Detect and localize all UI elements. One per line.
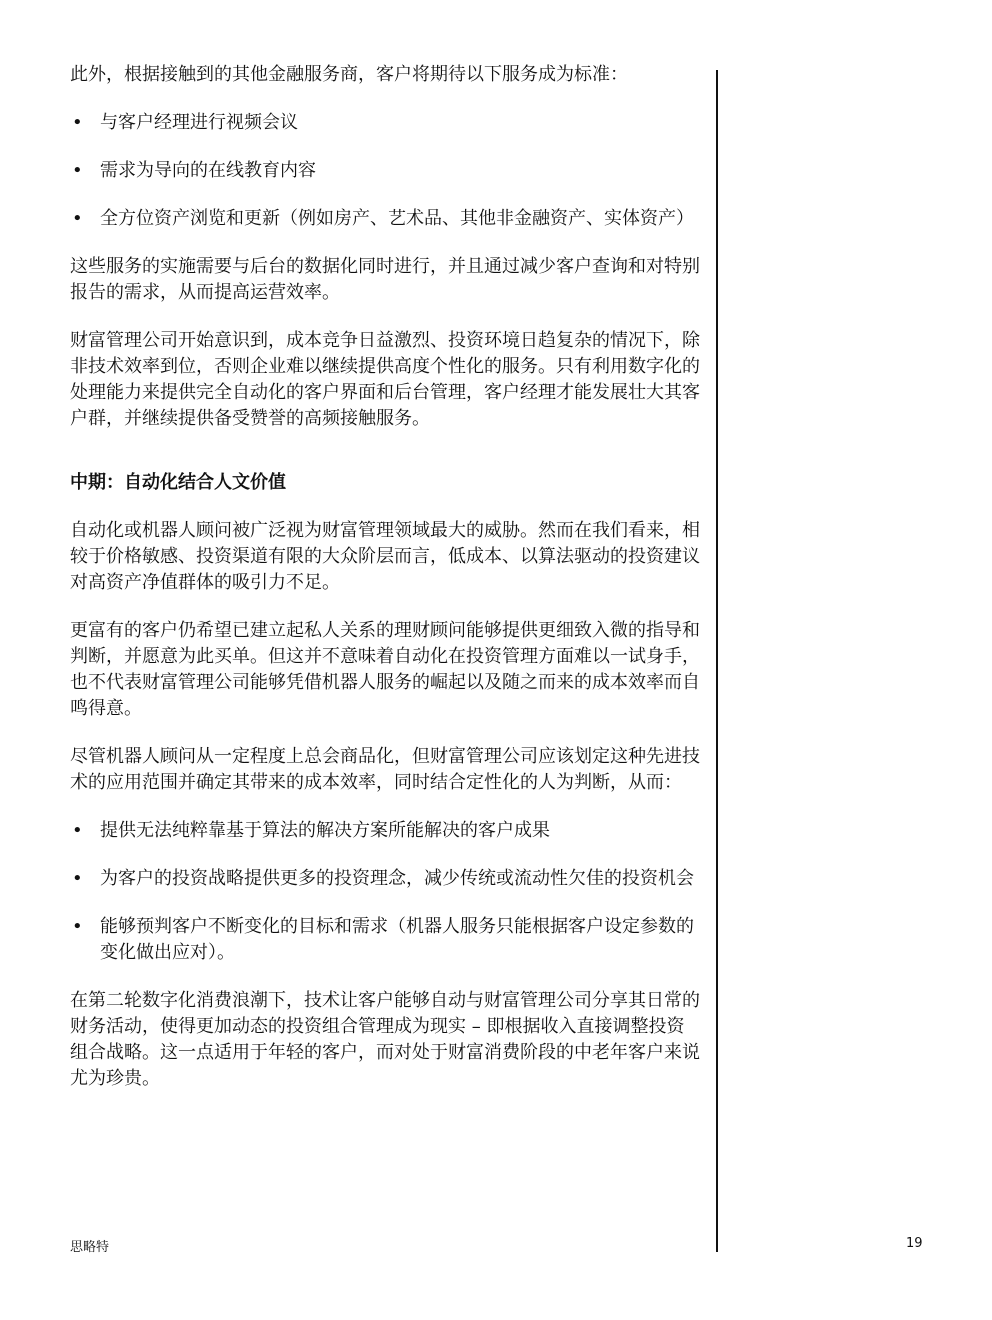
service-standards-list [70,110,702,232]
operations-paragraph: 这些服务的实施需要与后台的数据化同时进行，并且通过减少客户查询和对特别报告的需求，从而提高运营效率。 [70,256,700,303]
footer-brand: 思略特 [70,1240,110,1255]
list-item [70,914,702,966]
bullet-icon: • [72,208,83,229]
bullet-icon: • [72,160,83,181]
list-item-text: 为客户的投资战略提供更多的投资理念，减少传统或流动性欠佳的投资机会 [100,868,694,889]
robo-advisor-paragraph: 自动化或机器人顾问被广泛视为财富管理领域最大的威胁。然而在我们看来，相较于价格敏感、投资渠道有限的大众阶层而言，低成本、以算法驱动的投资建议对高资产净值群体的吸引力不足。 [70,520,700,593]
list-item [70,206,702,232]
list-item [70,158,702,184]
bullet-icon: • [72,916,83,937]
list-item-text: 与客户经理进行视频会议 [100,112,298,133]
list-item [70,110,702,136]
wealthy-clients-paragraph: 更富有的客户仍希望已建立起私人关系的理财顾问能够提供更细致入微的指导和判断，并愿意为此买单。但这并不意味着自动化在投资管理方面难以一试身手，也不代表财富管理公司能够凭借机器人服务的崛起以及随之而来的成本效率而自鸣得意。 [70,620,700,719]
list-item [70,818,702,844]
page-number: 19 [906,1236,923,1251]
bullet-icon: • [72,868,83,889]
page-body [70,62,702,1114]
list-item-text: 提供无法纯粹靠基于算法的解决方案所能解决的客户成果 [100,820,550,841]
list-item-text: 需求为导向的在线教育内容 [100,160,316,181]
column-divider [716,70,718,1252]
awareness-paragraph: 财富管理公司开始意识到，成本竞争日益激烈、投资环境日趋复杂的情况下，除非技术效率到位，否则企业难以继续提供高度个性化的服务。只有利用数字化的处理能力来提供完全自动化的客户界面和后台管理，客户经理才能发展壮大其客户群，并继续提供备受赞誉的高频接触服务。 [70,330,700,429]
bullet-icon: • [72,820,83,841]
digital-wave-paragraph: 在第二轮数字化消费浪潮下，技术让客户能够自动与财富管理公司分享其日常的财务活动，使得更加动态的投资组合管理成为现实 – 即根据收入直接调整投资组合战略。这一点适用于年轻的客户，而对处于财富消费阶段的中老年客户来说尤为珍贵。 [70,990,700,1089]
list-item [70,866,702,892]
human-judgment-list [70,818,702,966]
commoditization-paragraph: 尽管机器人顾问从一定程度上总会商品化，但财富管理公司应该划定这种先进技术的应用范围并确定其带来的成本效率，同时结合定性化的人为判断，从而： [70,746,700,793]
bullet-icon: • [72,112,83,133]
list-item-text: 能够预判客户不断变化的目标和需求（机器人服务只能根据客户设定参数的变化做出应对）。 [100,916,694,963]
intro-paragraph: 此外，根据接触到的其他金融服务商，客户将期待以下服务成为标准： [70,64,628,85]
section-heading: 中期：自动化结合人文价值 [70,472,286,493]
list-item-text: 全方位资产浏览和更新（例如房产、艺术品、其他非金融资产、实体资产） [100,208,694,229]
